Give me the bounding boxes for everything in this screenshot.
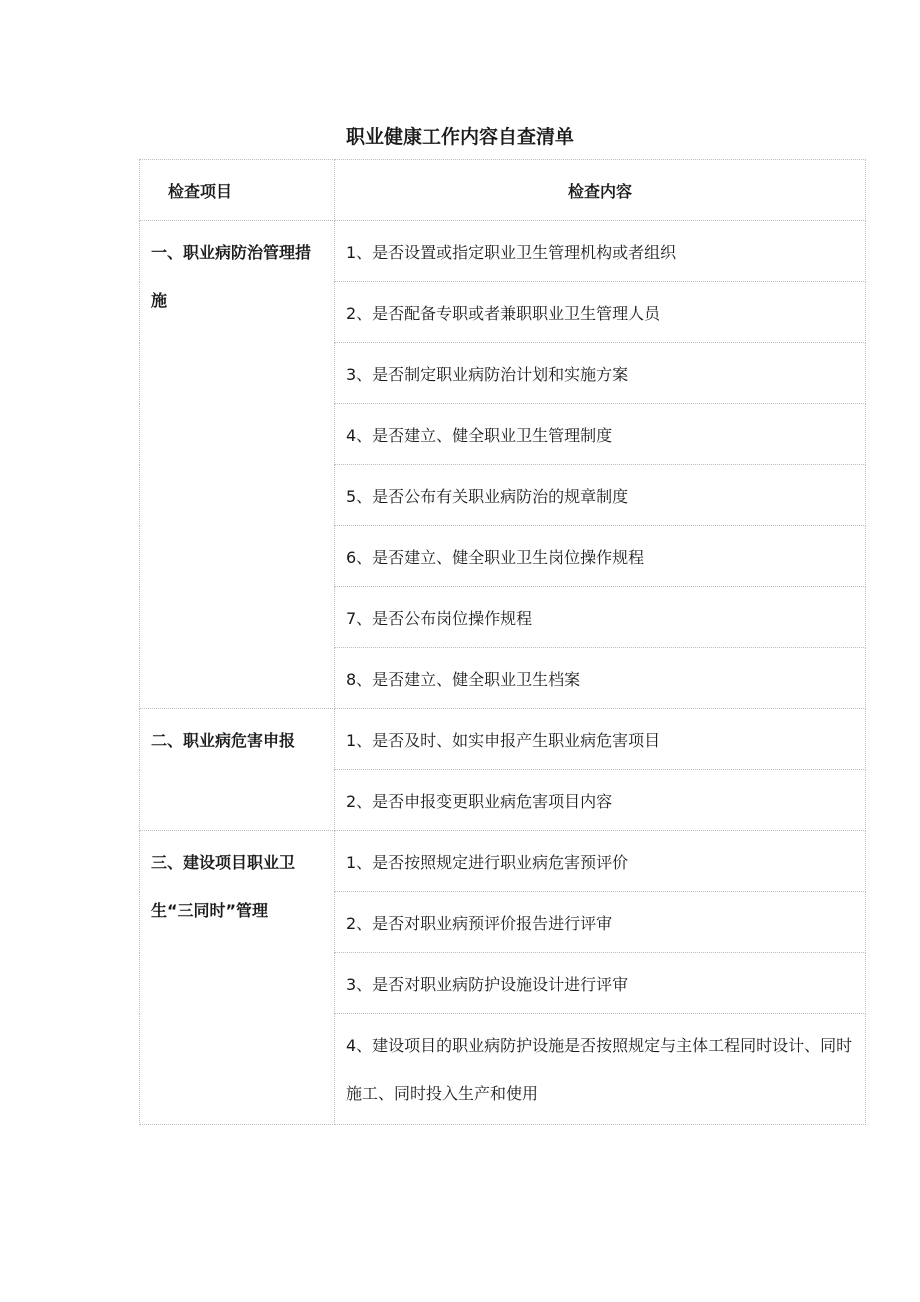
- content-cell: 4、是否建立、健全职业卫生管理制度: [335, 404, 866, 465]
- category-cell: 二、职业病危害申报: [140, 709, 335, 831]
- content-cell: 1、是否按照规定进行职业病危害预评价: [335, 831, 866, 892]
- content-cell: 3、是否制定职业病防治计划和实施方案: [335, 343, 866, 404]
- category-cell: 一、职业病防治管理措施: [140, 221, 335, 709]
- content-cell: 3、是否对职业病防护设施设计进行评审: [335, 953, 866, 1014]
- table-row: [140, 831, 866, 892]
- header-item: 检查项目: [140, 160, 335, 221]
- header-content: 检查内容: [335, 160, 866, 221]
- checklist-table: [139, 159, 866, 1125]
- content-cell: 7、是否公布岗位操作规程: [335, 587, 866, 648]
- content-cell: 8、是否建立、健全职业卫生档案: [335, 648, 866, 709]
- table-row: [140, 709, 866, 770]
- content-cell: 4、建设项目的职业病防护设施是否按照规定与主体工程同时设计、同时施工、同时投入生产和使用: [335, 1014, 866, 1125]
- table-row: [140, 221, 866, 282]
- content-cell: 2、是否配备专职或者兼职职业卫生管理人员: [335, 282, 866, 343]
- content-cell: 6、是否建立、健全职业卫生岗位操作规程: [335, 526, 866, 587]
- header-row: [140, 160, 866, 221]
- document-title: 职业健康工作内容自查清单: [345, 126, 574, 148]
- content-cell: 1、是否及时、如实申报产生职业病危害项目: [335, 709, 866, 770]
- content-cell: 2、是否申报变更职业病危害项目内容: [335, 770, 866, 831]
- category-cell: 三、建设项目职业卫生“三同时”管理: [140, 831, 335, 1125]
- content-cell: 1、是否设置或指定职业卫生管理机构或者组织: [335, 221, 866, 282]
- content-cell: 2、是否对职业病预评价报告进行评审: [335, 892, 866, 953]
- content-cell: 5、是否公布有关职业病防治的规章制度: [335, 465, 866, 526]
